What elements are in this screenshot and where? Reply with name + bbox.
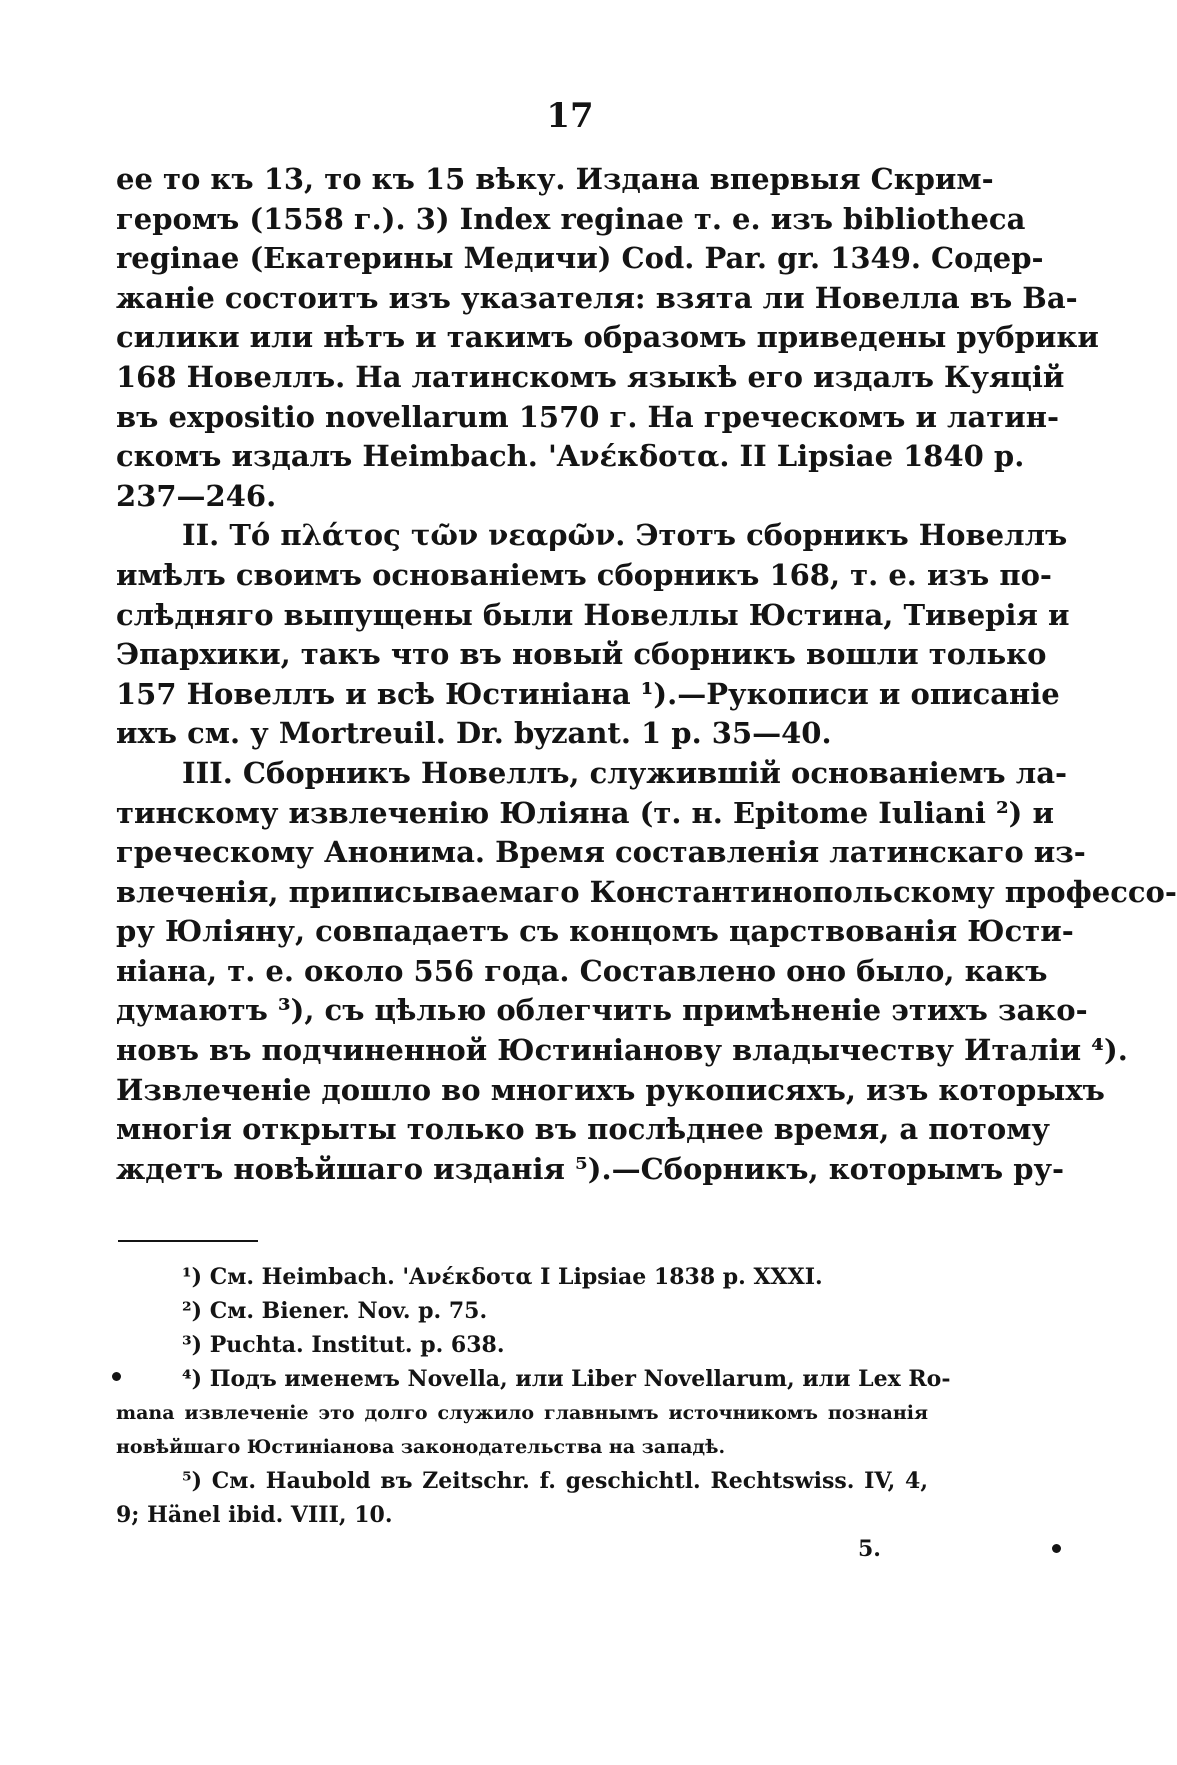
text-line: геромъ (1558 г.). 3) Index reginae т. е. изъ bibliotheca (116, 201, 1026, 236)
text-line: имѣлъ своимъ основаніемъ сборникъ 168, т. е. изъ по- (116, 557, 1052, 592)
ink-speck (1052, 1544, 1061, 1553)
text-line: въ expositio novellarum 1570 г. На греческомъ и латин- (116, 399, 1060, 434)
body-text (116, 160, 1177, 1189)
text-line: слѣдняго выпущены были Новеллы Юстина, Тиверія и (116, 597, 1070, 632)
page-number: 17 (546, 96, 594, 136)
text-line: ее то къ 13, то къ 15 вѣку. Издана впервыя Скрим- (116, 162, 994, 196)
footnote-line: ¹) См. Heimbach. 'Ανέκδοτα I Lipsiae 1838 p. XXXI. (182, 1264, 823, 1290)
footnote-line: 9; Hänel ibid. VIII, 10. (116, 1502, 393, 1528)
footnote-line: ⁵) См. Haubold въ Zeitschr. f. geschichtl. Rechtswiss. IV, 4, (182, 1468, 928, 1494)
text-line: 168 Новеллъ. На латинскомъ языкѣ его издалъ Куяцій (116, 359, 1065, 394)
text-line: Эпархики, такъ что въ новый сборникъ вошли только (116, 637, 1047, 672)
text-line: Извлеченіе дошло во многихъ рукописяхъ, изъ которыхъ (116, 1072, 1105, 1107)
signature-mark: 5. (858, 1536, 881, 1562)
text-line: III. Сборникъ Новеллъ, служившій основаніемъ ла- (182, 755, 1068, 790)
text-line: reginae (Екатерины Медичи) Cod. Par. gr. 1349. Содер- (116, 241, 1044, 276)
text-line: новъ въ подчиненной Юстиніанову владычеству Италіи ⁴). (116, 1033, 1128, 1068)
text-line: ждетъ новѣйшаго изданія ⁵).—Сборникъ, которымъ ру- (116, 1151, 1065, 1186)
text-line: думаютъ ³), съ цѣлью облегчить примѣненіе этихъ зако- (116, 993, 1088, 1028)
footnote-line: новѣйшаго Юстиніанова законодательства на западѣ. (116, 1436, 726, 1458)
text-line: 157 Новеллъ и всѣ Юстиніана ¹).—Рукописи и описаніе (116, 676, 1060, 711)
footnote-line: ⁴) Подъ именемъ Novella, или Liber Novellarum, или Lex Ro- (182, 1366, 951, 1392)
text-line: греческому Анонима. Время составленія латинскаго из- (116, 835, 1086, 870)
text-line: ихъ см. у Mortreuil. Dr. byzant. 1 p. 35—40. (116, 716, 832, 751)
footnote-rule (118, 1240, 258, 1242)
ink-speck (112, 1372, 121, 1381)
text-line: II. Τό πλάτος τῶν νεαρῶν. Этотъ сборникъ Новеллъ (182, 518, 1068, 553)
text-line: 237—246. (116, 478, 277, 513)
text-line: многія открыты только въ послѣднее время, а потому (116, 1112, 1050, 1147)
text-line: влеченія, приписываемаго Константинопольскому профессо- (116, 874, 1177, 909)
text-line: силики или нѣтъ и такимъ образомъ приведены рубрики (116, 320, 1099, 355)
text-line: скомъ издалъ Heimbach. 'Ανέκδοτα. II Lipsiae 1840 p. (116, 439, 1025, 474)
text-line: ру Юліяну, совпадаетъ съ концомъ царствованія Юсти- (116, 914, 1074, 949)
text-line: жаніе состоитъ изъ указателя: взята ли Новелла въ Ва- (116, 280, 1078, 315)
footnote-line: ³) Puchta. Institut. p. 638. (182, 1332, 505, 1358)
text-line: ніана, т. е. около 556 года. Составлено оно было, какъ (116, 953, 1048, 988)
text-line: тинскому извлеченію Юліяна (т. н. Epitome Iuliani ²) и (116, 795, 1055, 830)
footnote-line: mana извлеченіе это долго служило главнымъ источникомъ познанія (116, 1402, 928, 1424)
footnote-line: ²) См. Biener. Nov. p. 75. (182, 1298, 488, 1324)
footnotes (116, 1260, 951, 1532)
